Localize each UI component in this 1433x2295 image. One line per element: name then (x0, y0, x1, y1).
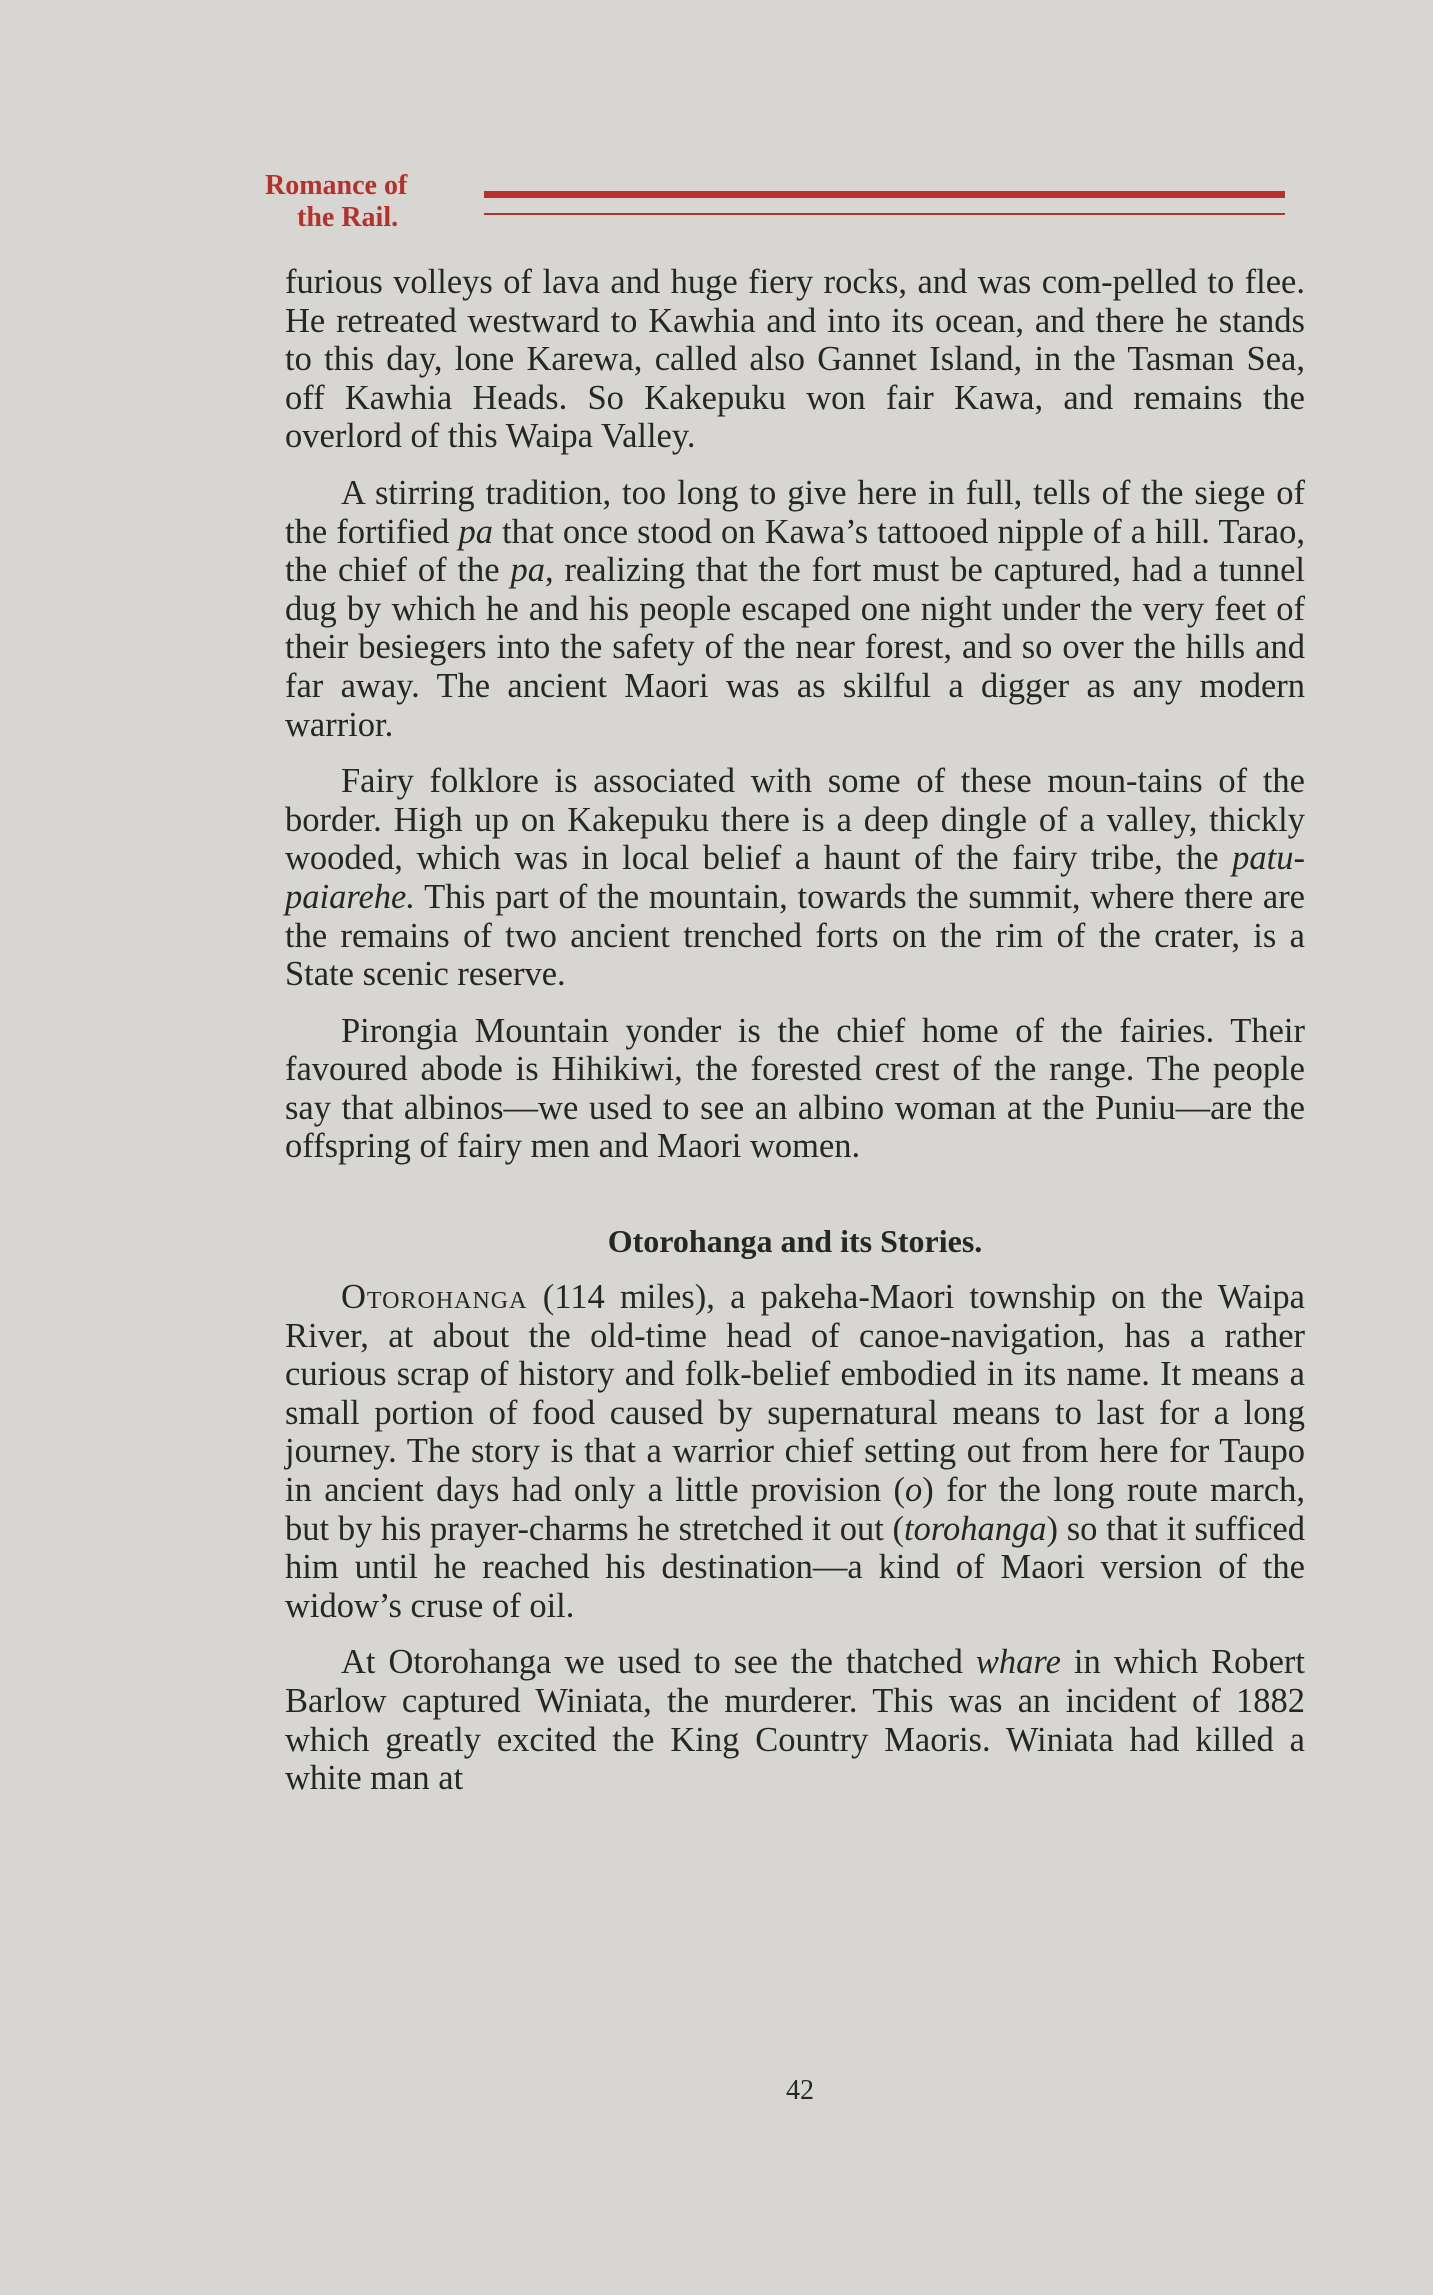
section-heading: Otorohanga and its Stories. (607, 1223, 983, 1260)
running-header-line-1: Romance of (265, 170, 408, 201)
paragraph-1: furious volleys of lava and huge fiery rocks, and was com-pelled to flee. He retreated westward to Kawhia and into its ocean, and there he stands to this day, lone Karewa, called also Gannet Island, in the Tasman Sea, off Kawhia Heads. So Kakepuku won fair Kawa, and remains the overlord of this Waipa Valley. (285, 263, 1305, 456)
paragraph-6-text-a: At Otorohanga we used to see the thatched (341, 1643, 976, 1682)
paragraph-2-italic-pa-1: pa (458, 512, 493, 551)
page-number: 42 (786, 2075, 814, 2106)
paragraph-2 (285, 474, 1305, 744)
paragraph-3-text-a: Fairy folklore is associated with some of these moun-tains of the border. High up on Kakepuku there is a deep dingle of a valley, thickly wooded, which was in local belief a haunt of the fairy tribe, the (285, 762, 1305, 878)
paragraph-2-text-e: , realizing that the fort must be captured, had a tunnel dug by which he and his people escaped one night under the very feet of their besiegers into the safety of the near forest, and so over the hills and far away. The ancient Maori was as skilful a digger as any modern warrior. (285, 551, 1305, 744)
paragraph-3 (285, 762, 1305, 994)
paragraph-6-text-c: in which Robert Barlow captured Winiata, the murderer. This was an incident of 1882 which greatly excited the King Country Maoris. Winiata had killed a white man at (285, 1643, 1306, 1798)
header-rule-thick (484, 191, 1285, 198)
paragraph-2-text-a: A stirring tradition, too long to give here in full, tells of the siege of the fortified (285, 473, 1305, 551)
paragraph-5-text-d: ) for the long route march, but by his prayer-charms he stretched it out ( (285, 1471, 1305, 1548)
paragraph-3-italic-patu-paiarehe: patu-paiarehe. (285, 839, 1305, 916)
paragraph-5-text-f: ) so that it sufficed him until he reached his destination—a kind of Maori version of the widow’s cruse of oil. (285, 1509, 1305, 1625)
header-rule-thin (484, 213, 1285, 215)
paragraph-2-text-c: that once stood on Kawa’s tattooed nipple of a hill. Tarao, the chief of the (285, 512, 1305, 590)
body-text (285, 263, 1305, 1816)
paragraph-4: Pirongia Mountain yonder is the chief home of the fairies. Their favoured abode is Hihikiwi, the forested crest of the range. The people say that albinos—we used to see an albino woman at the Puniu—are the offspring of fairy men and Maori women. (285, 1011, 1305, 1166)
paragraph-5-italic-torohanga: torohanga (904, 1509, 1047, 1548)
paragraph-6-italic-whare: whare (975, 1643, 1061, 1682)
running-header (265, 170, 465, 234)
paragraph-5 (285, 1278, 1305, 1625)
paragraph-6 (285, 1643, 1305, 1797)
paragraph-5-text-b: (114 miles), a pakeha-Maori township on the Waipa River, at about the old-time head of canoe-navigation, has a rather curious scrap of history and folk-belief embodied in its name. It means a small portion of food caused by supernatural means to last for a long journey. The story is that a warrior chief setting out from here for Taupo in ancient days had only a little provision ( (285, 1278, 1305, 1510)
paragraph-3-text-c: This part of the mountain, towards the summit, where there are the remains of two ancient trenched forts on the rim of the crater, is a State scenic reserve. (285, 877, 1305, 994)
paragraph-5-italic-o: o (905, 1471, 923, 1510)
paragraph-5-small-caps-otorohanga: Otorohanga (341, 1278, 528, 1317)
paragraph-2-italic-pa-2: pa (510, 551, 545, 590)
running-header-line-2: the Rail. (297, 202, 399, 233)
